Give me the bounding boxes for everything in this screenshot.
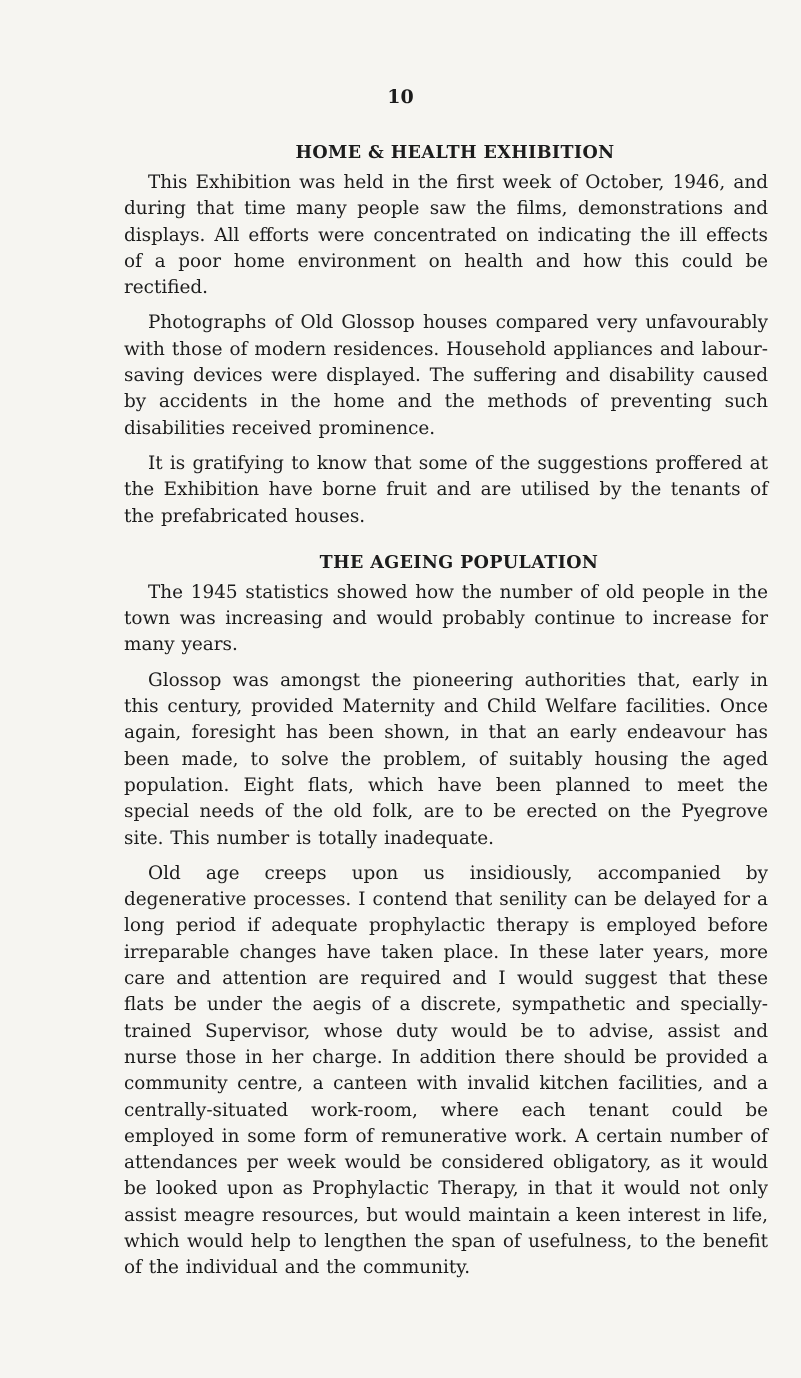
paragraph: It is gratifying to know that some of the suggestions proffered at the Exhibition have borne fruit and are utilised by the tenants of the prefabricated houses. [124, 452, 768, 527]
paragraph: The 1945 statistics showed how the number of old people in the town was increasing and would probably continue to increase for many years. [124, 581, 768, 656]
paragraph: Glossop was amongst the pioneering authorities that, early in this century, provided Maternity and Child Welfare facilities. Once again, foresight has been shown, in that an early endeavour has been made, to solve the problem, of suitably housing the aged population. Eight flats, which have been planned to meet the special needs of the old folk, are to be erected on the Pyegrove site. This number is totally inadequate. [124, 669, 768, 849]
page-body [124, 140, 768, 1291]
page-number: 10 [387, 86, 414, 108]
paragraph: This Exhibition was held in the first week of October, 1946, and during that time many people saw the films, demonstrations and displays. All efforts were concentrated on indicating the ill effects of a poor home environment on health and how this could be rectified. [124, 172, 768, 299]
section-home-health-exhibition [124, 140, 768, 530]
section-ageing-population [124, 550, 768, 1282]
paragraph: Photographs of Old Glossop houses compared very unfavourably with those of modern residences. Household appliances and labour-saving devices were displayed. The suffering and disability caused by accidents in the home and the methods of preventing such disabilities received prominence. [124, 312, 768, 439]
section-heading: HOME & HEALTH EXHIBITION [295, 143, 615, 163]
paragraph: Old age creeps upon us insidiously, accompanied by degenerative processes. I contend that senility can be delayed for a long period if adequate prophylactic therapy is employed before irreparable changes have taken place. In these later years, more care and attention are required and I would suggest that these flats be under the aegis of a discrete, sympathetic and specially-trained Supervisor, whose duty would be to advise, assist and nurse those in her charge. In addition there should be provided a community centre, a canteen with invalid kitchen facilities, and a centrally-situated work-room, where each tenant could be employed in some form of remunerative work. A certain number of attendances per week would be considered obligatory, as it would be looked upon as Prophylactic Therapy, in that it would not only assist meagre resources, but would maintain a keen interest in life, which would help to lengthen the span of usefulness, to the benefit of the individual and the community. [124, 862, 768, 1279]
section-heading: THE AGEING POPULATION [319, 552, 599, 573]
